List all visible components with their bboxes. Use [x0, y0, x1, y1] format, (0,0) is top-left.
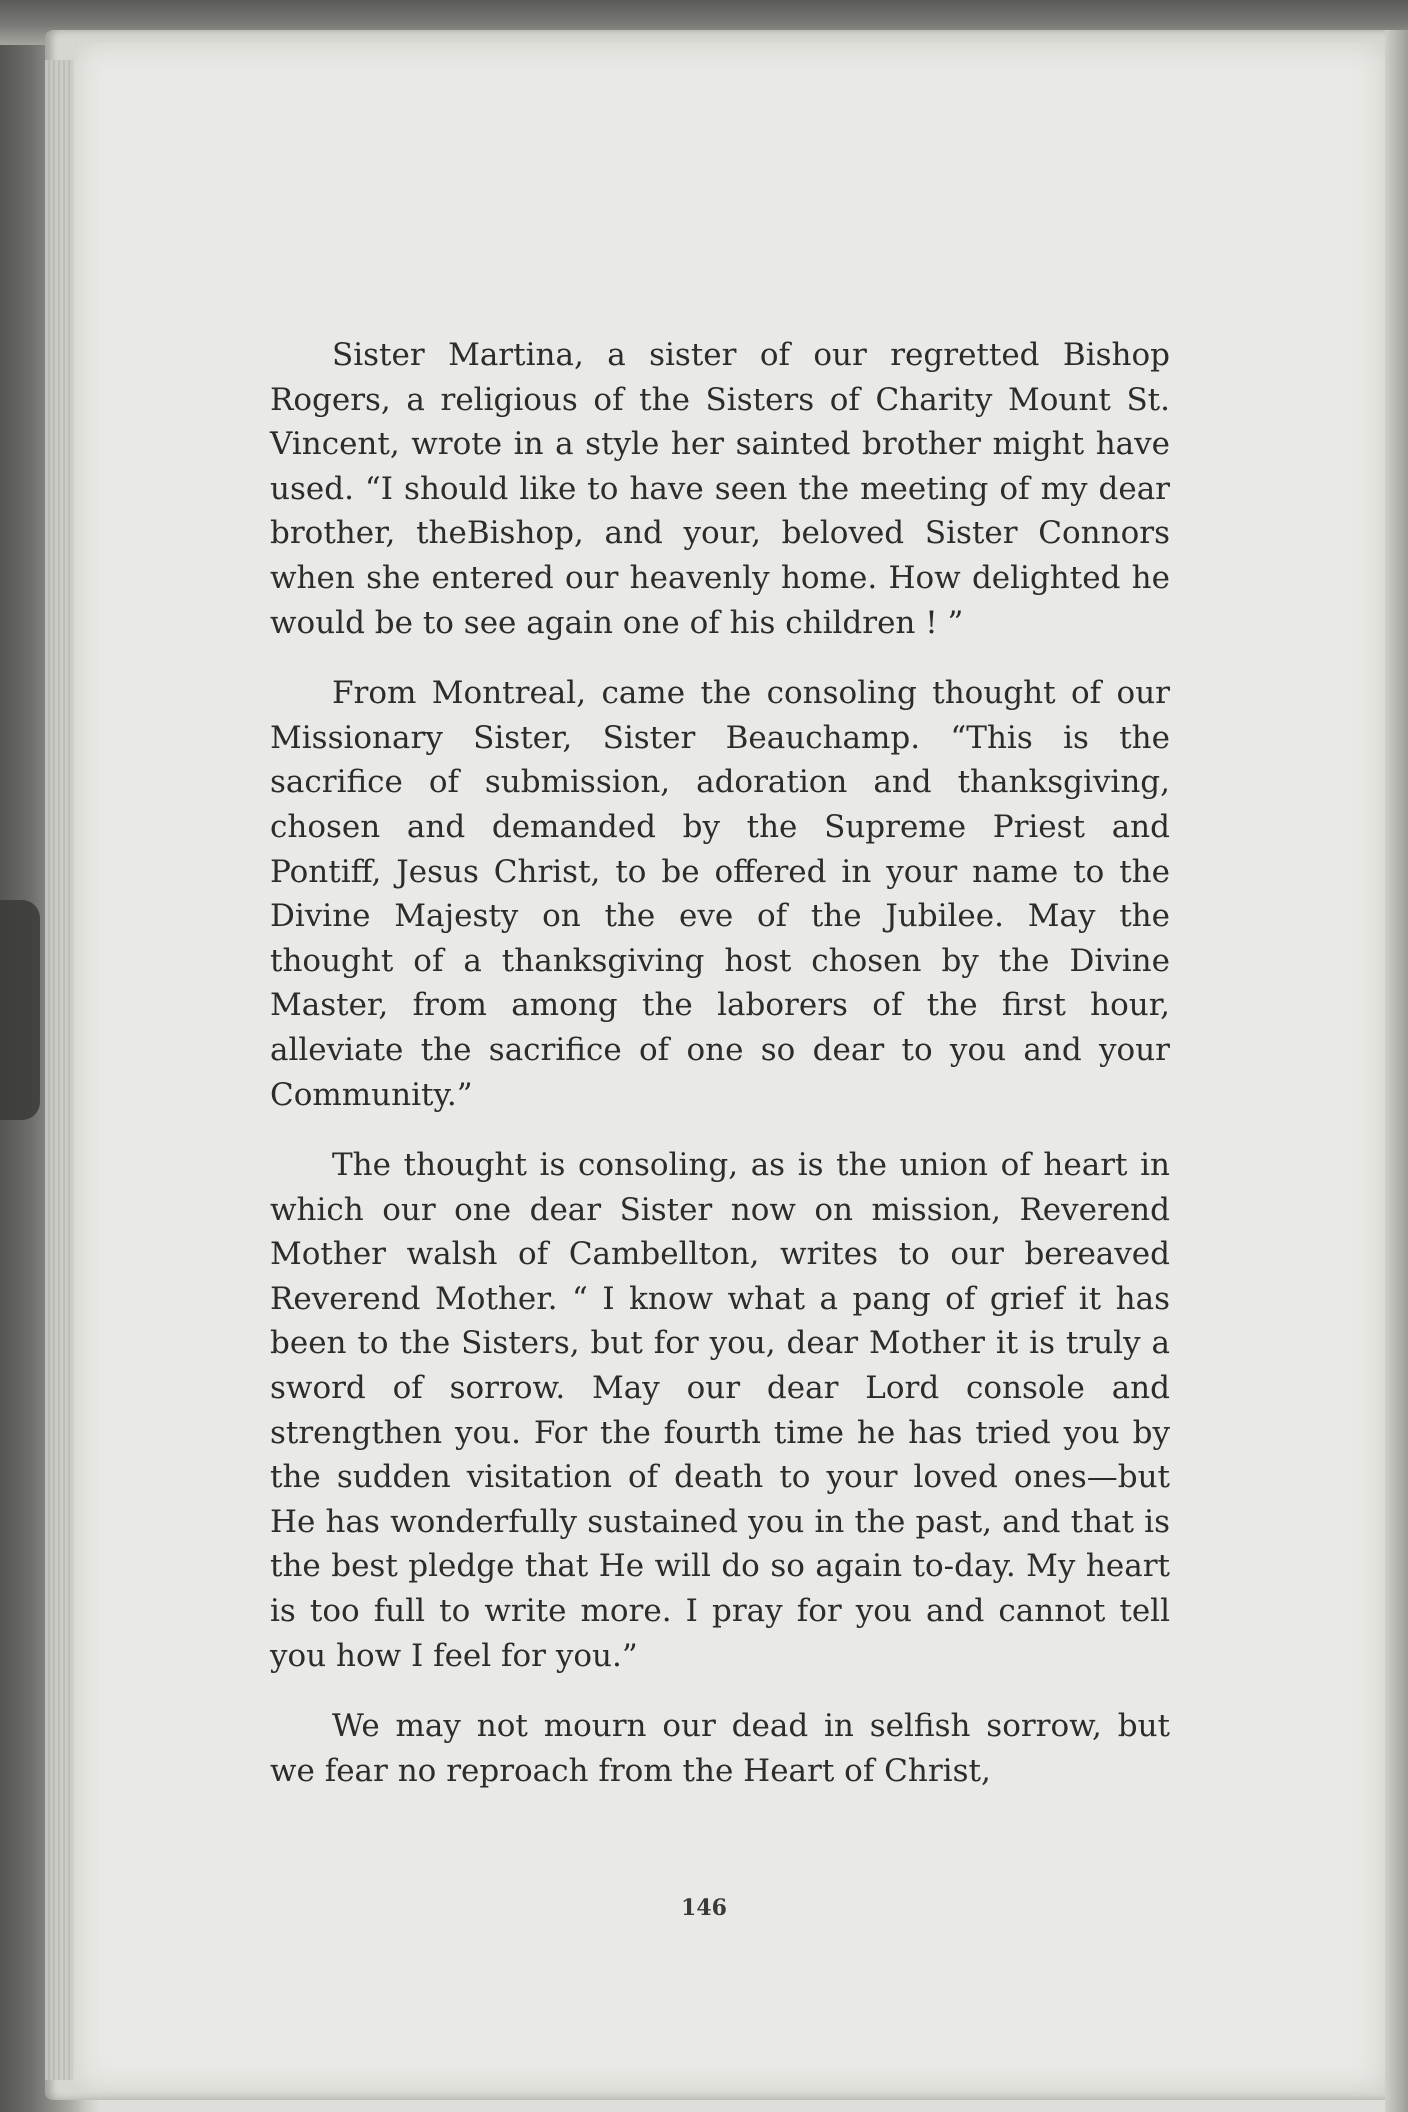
paragraph-3: The thought is consoling, as is the union of heart in which our one dear Sister now on mission, Reverend Mother walsh of Cambellton, writes to our bereaved Reverend Mother. “ I know what a pang of grief it has been to the Sisters, but for you, dear Mother it is truly a sword of sorrow. May our dear Lord console and strengthen you. For the fourth time he has tried you by the sudden visitation of death to your loved ones—but He has wonderfully sustained you in the past, and that is the best pledge that He will do so again to-day. My heart is too full to write more. I pray for you and cannot tell you how I feel for you.”	[270, 1147, 1170, 1674]
book-binding	[0, 900, 40, 1120]
page-right-edge	[1385, 30, 1408, 2112]
body-text	[270, 333, 1170, 1819]
paragraph-4: We may not mourn our dead in selfish sorrow, but we fear no reproach from the Heart of Christ,	[270, 1708, 1170, 1789]
page-edges	[45, 60, 73, 2080]
page-number: 146	[681, 1895, 727, 1921]
paragraph-1: Sister Martina, a sister of our regretted Bishop Rogers, a religious of the Sisters of Charity Mount St. Vincent, wrote in a style her sainted brother might have used. “I should like to have seen the meeting of my dear brother, theBishop, and your, beloved Sister Connors when she entered our heavenly home. How delighted he would be to see again one of his children ! ”	[270, 337, 1170, 641]
paragraph-2: From Montreal, came the consoling thought of our Missionary Sister, Sister Beauchamp. “This is the sacrifice of submission, adoration and thanksgiving, chosen and demanded by the Supreme Priest and Pontiff, Jesus Christ, to be offered in your name to the Divine Majesty on the eve of the Jubilee. May the thought of a thanksgiving host chosen by the Divine Master, from among the laborers of the first hour, alleviate the sacrifice of one so dear to you and your Community.”	[270, 675, 1170, 1113]
